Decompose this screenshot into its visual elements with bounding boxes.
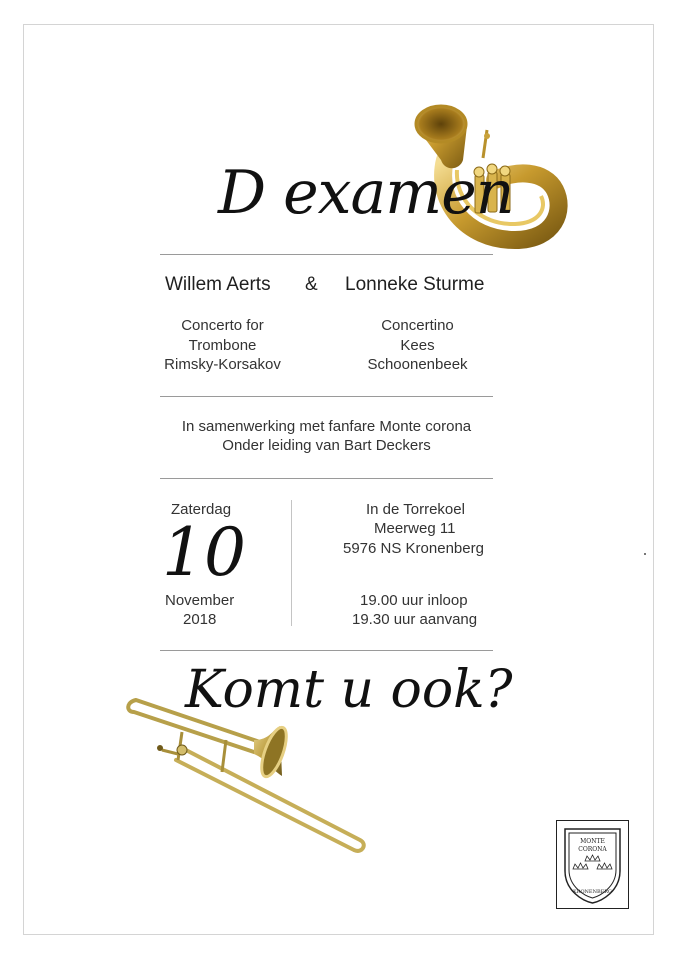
divider — [160, 478, 493, 479]
time-walkin: 19.00 uur inloop — [360, 592, 468, 609]
performer-left-name: Willem Aerts — [165, 274, 271, 295]
ampersand: & — [305, 274, 318, 295]
venue-name: In de Torrekoel — [366, 501, 465, 518]
vertical-divider — [291, 500, 292, 626]
venue-city: 5976 NS Kronenberg — [343, 540, 484, 557]
logo-text-kronenberg: KRONENBERG — [572, 889, 613, 895]
date-month: November — [165, 592, 235, 609]
divider — [160, 396, 493, 397]
performer-right-piece — [355, 316, 480, 375]
piece-line: Trombone — [188, 336, 257, 354]
logo-text-monte: MONTE — [580, 838, 605, 845]
venue-street: Meerweg 11 — [374, 520, 456, 537]
crest-shield-icon — [557, 821, 628, 908]
collaboration-line-1: In samenwerking met fanfare Monte corona — [181, 418, 472, 435]
stray-mark — [644, 553, 646, 555]
monte-corona-crest-logo — [556, 820, 629, 909]
date-day: 10 — [162, 514, 246, 591]
piece-line: Kees — [400, 336, 435, 354]
performer-left-piece — [160, 316, 285, 375]
divider — [160, 650, 493, 651]
piece-line: Concertino — [381, 317, 454, 334]
date-year: 2018 — [183, 611, 217, 628]
date-weekday: Zaterdag — [171, 501, 232, 518]
piece-line: Rimsky-Korsakov — [164, 356, 281, 373]
time-start: 19.30 uur aanvang — [352, 611, 478, 628]
piece-line: Schoonenbeek — [367, 356, 468, 373]
performer-right-name: Lonneke Sturme — [345, 274, 485, 295]
trombone-icon — [122, 690, 370, 855]
divider — [160, 254, 493, 255]
collaboration-line-2: Onder leiding van Bart Deckers — [222, 437, 431, 454]
call-to-action: Komt u ook? — [185, 660, 513, 720]
title: D examen — [218, 158, 514, 228]
logo-text-corona: CORONA — [578, 846, 607, 853]
piece-line: Concerto for — [181, 317, 264, 334]
